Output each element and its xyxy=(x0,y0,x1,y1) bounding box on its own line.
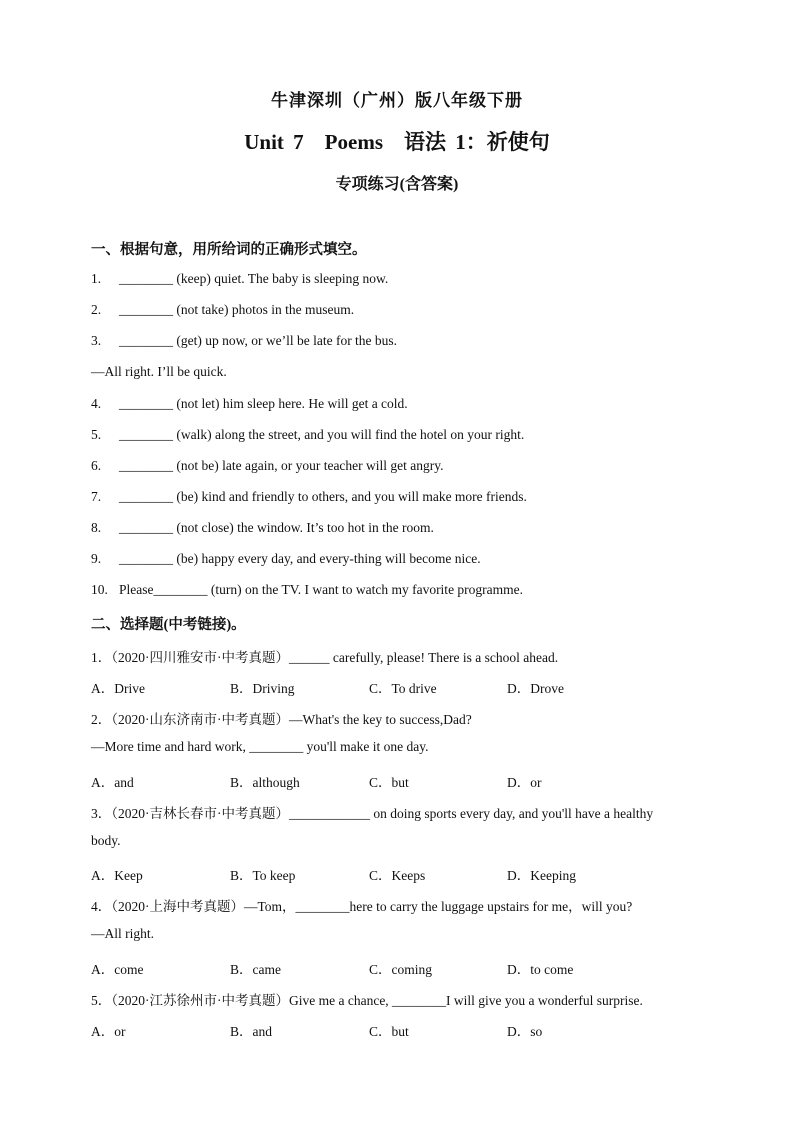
option-b: B．To keep xyxy=(230,868,296,883)
item-number: 6. xyxy=(91,458,102,473)
item-number: 8. xyxy=(91,520,102,535)
item-text: ________ (not close) the window. It’s too hot in the room. xyxy=(119,520,434,535)
item-text: ________ (not be) late again, or your teacher will get angry. xyxy=(119,458,444,473)
item-number: 10. xyxy=(91,582,108,597)
fill-item-reply xyxy=(91,364,227,380)
item-number: 7. xyxy=(91,489,102,504)
item-number: 5. xyxy=(91,427,102,442)
option-b: B．came xyxy=(230,962,281,977)
item-text: ________ (keep) quiet. The baby is sleeping now. xyxy=(119,271,389,286)
option-d: D．or xyxy=(507,775,542,790)
option-a: A．and xyxy=(91,775,134,790)
fill-item xyxy=(91,427,524,443)
item-text: ________ (not let) him sleep here. He will get a cold. xyxy=(119,396,408,411)
fill-item xyxy=(91,271,388,287)
fill-item xyxy=(91,551,481,567)
option-b: B．and xyxy=(230,1024,272,1039)
option-c: C．coming xyxy=(369,962,432,977)
fill-item xyxy=(91,582,523,598)
document-subtitle: 牛津深圳（广州）版八年级下册 xyxy=(271,91,523,110)
option-a: A．come xyxy=(91,962,144,977)
item-text: ________ (get) up now, or we’ll be late for the bus. xyxy=(119,333,398,348)
option-c: C．but xyxy=(369,775,409,790)
item-text: —All right. I’ll be quick. xyxy=(91,364,227,379)
fill-item xyxy=(91,333,397,349)
option-c: C．but xyxy=(369,1024,409,1039)
fill-item xyxy=(91,489,527,505)
question-3-stem-cont: body. xyxy=(91,833,121,848)
option-d: D．to come xyxy=(507,962,574,977)
option-d: D．Drove xyxy=(507,681,564,696)
fill-item xyxy=(91,458,444,474)
item-text: ________ (be) kind and friendly to others, and you will make more friends. xyxy=(119,489,527,504)
option-c: C．Keeps xyxy=(369,868,426,883)
document-title: Unit 7 Poems 语法 1：祈使句 xyxy=(244,130,550,154)
option-d: D．Keeping xyxy=(507,868,576,883)
option-b: B．although xyxy=(230,775,300,790)
option-a: A．or xyxy=(91,1024,126,1039)
item-number: 4. xyxy=(91,396,102,411)
question-1-stem: 1．（2020·四川雅安市·中考真题）______ carefully, please! There is a school ahead. xyxy=(91,650,559,665)
question-4-stem: 4．（2020·上海中考真题）—Tom，________here to carry the luggage upstairs for me，will you? xyxy=(91,899,633,914)
item-number: 9. xyxy=(91,551,102,566)
option-b: B．Driving xyxy=(230,681,295,696)
document-caption: 专项练习(含答案) xyxy=(335,176,459,193)
item-text: ________ (not take) photos in the museum. xyxy=(119,302,355,317)
section-1-title: 一、根据句意，用所给词的正确形式填空。 xyxy=(91,242,367,258)
question-2-stem: 2．（2020·山东济南市·中考真题）—What's the key to success,Dad? xyxy=(91,712,472,727)
question-2-stem-cont: —More time and hard work, ________ you'll make it one day. xyxy=(91,739,429,754)
fill-item xyxy=(91,396,408,412)
option-a: A．Keep xyxy=(91,868,143,883)
item-text: ________ (be) happy every day, and every-thing will become nice. xyxy=(119,551,481,566)
item-text: ________ (walk) along the street, and you will find the hotel on your right. xyxy=(119,427,525,442)
item-text: Please________ (turn) on the TV. I want to watch my favorite programme. xyxy=(119,582,524,597)
option-d: D．so xyxy=(507,1024,543,1039)
fill-item xyxy=(91,520,434,536)
item-number: 3. xyxy=(91,333,102,348)
item-number: 1. xyxy=(91,271,102,286)
item-number: 2. xyxy=(91,302,102,317)
question-4-stem-cont: —All right. xyxy=(91,926,154,941)
question-5-stem: 5．（2020·江苏徐州市·中考真题）Give me a chance, ________I will give you a wonderful surprise. xyxy=(91,993,643,1008)
section-2-title: 二、选择题(中考链接)。 xyxy=(91,617,246,633)
question-3-stem: 3．（2020·吉林长春市·中考真题）____________ on doing sports every day, and you'll have a healthy xyxy=(91,806,654,821)
option-c: C．To drive xyxy=(369,681,437,696)
fill-item xyxy=(91,302,354,318)
option-a: A．Drive xyxy=(91,681,145,696)
